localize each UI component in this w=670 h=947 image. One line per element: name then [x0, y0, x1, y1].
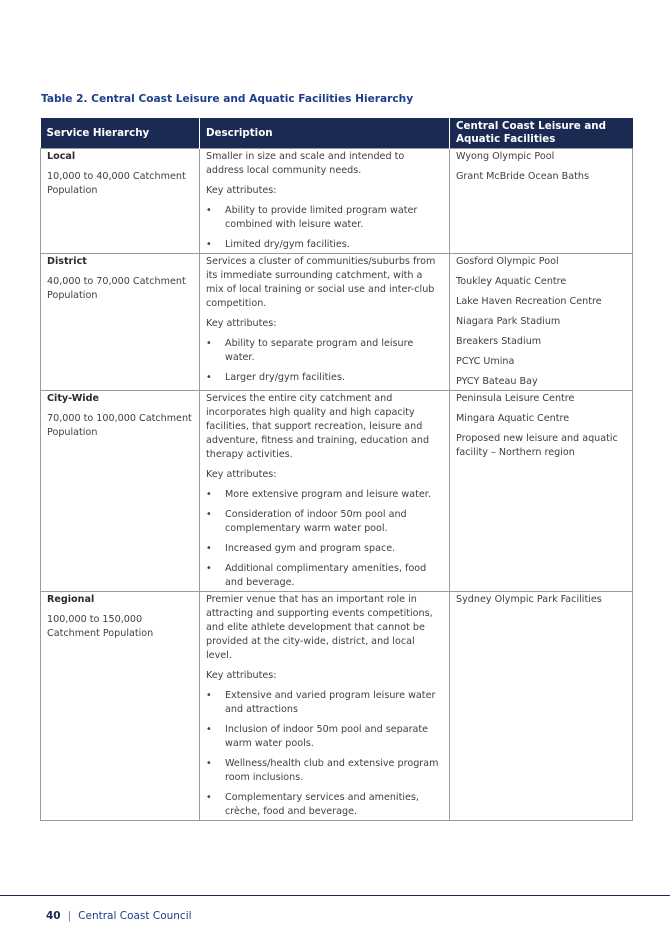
page-number: 40: [46, 910, 61, 922]
level-name: Regional: [47, 594, 95, 605]
hierarchy-cell: [41, 254, 200, 391]
facility-item: Proposed new leisure and aquatic facility – Northern region: [456, 433, 618, 458]
facilities-cell: [450, 254, 633, 391]
footer-divider: [0, 895, 670, 896]
attribute-list: [206, 204, 443, 252]
catchment-population: 70,000 to 100,000 Catchment Population: [47, 413, 192, 438]
facility-item: Gosford Olympic Pool: [456, 256, 559, 267]
hierarchy-table: [40, 118, 633, 821]
description-text: Premier venue that has an important role in attracting and supporting events competitions, and elite athlete development that cannot be provided at the city-wide, district, and local level.: [206, 594, 433, 661]
facilities-cell: [450, 391, 633, 592]
key-attributes-label: Key attributes:: [206, 318, 277, 329]
catchment-population: 100,000 to 150,000 Catchment Population: [47, 614, 154, 639]
hierarchy-cell: [41, 391, 200, 592]
header-description: Description: [200, 118, 450, 149]
hierarchy-cell: [41, 592, 200, 821]
facilities-cell: [450, 592, 633, 821]
facility-item: Sydney Olympic Park Facilities: [456, 594, 602, 605]
attribute-item: • Consideration of indoor 50m pool and complementary warm water pool.: [206, 508, 443, 536]
facility-item: Lake Haven Recreation Centre: [456, 296, 602, 307]
level-name: District: [47, 256, 87, 267]
facility-item: Niagara Park Stadium: [456, 316, 561, 327]
facility-item: Grant McBride Ocean Baths: [456, 171, 589, 182]
attribute-item: • Ability to separate program and leisure water.: [206, 337, 443, 365]
facility-item: PCYC Umina: [456, 356, 515, 367]
level-name: Local: [47, 151, 76, 162]
table-caption: Table 2. Central Coast Leisure and Aquatic Facilities Hierarchy: [41, 93, 414, 105]
description-text: Services the entire city catchment and incorporates high quality and high capacity facilities, that support recreation, leisure and adventure, fitness and training, education and therapy activities.: [206, 393, 430, 460]
attribute-item: • Inclusion of indoor 50m pool and separate warm water pools.: [206, 723, 443, 751]
table-row: [41, 592, 633, 821]
footer-separator: |: [67, 910, 72, 922]
description-cell: [200, 149, 450, 254]
attribute-item: • Ability to provide limited program water combined with leisure water.: [206, 204, 443, 232]
attribute-item: • Larger dry/gym facilities.: [206, 371, 443, 385]
catchment-population: 10,000 to 40,000 Catchment Population: [47, 171, 186, 196]
table-row: [41, 254, 633, 391]
attribute-item: • Complementary services and amenities, crèche, food and beverage.: [206, 791, 443, 819]
facility-item: Breakers Stadium: [456, 336, 542, 347]
key-attributes-label: Key attributes:: [206, 185, 277, 196]
facility-item: PYCY Bateau Bay: [456, 376, 538, 387]
attribute-list: [206, 488, 443, 590]
description-text: Services a cluster of communities/suburbs from its immediate surrounding catchment, with a mix of local training or social use and inter-club competition.: [206, 256, 436, 309]
description-cell: [200, 391, 450, 592]
key-attributes-label: Key attributes:: [206, 670, 277, 681]
table-row: [41, 149, 633, 254]
attribute-list: [206, 689, 443, 819]
facility-item: Peninsula Leisure Centre: [456, 393, 575, 404]
description-text: Smaller in size and scale and intended to address local community needs.: [206, 151, 405, 176]
hierarchy-cell: [41, 149, 200, 254]
attribute-item: • Wellness/health club and extensive program room inclusions.: [206, 757, 443, 785]
description-cell: [200, 592, 450, 821]
organisation-name: Central Coast Council: [78, 910, 192, 922]
table-row: [41, 391, 633, 592]
page-footer: [46, 910, 192, 922]
attribute-item: • More extensive program and leisure water.: [206, 488, 443, 502]
header-service-hierarchy: Service Hierarchy: [41, 118, 200, 149]
table-header-row: [41, 118, 633, 149]
attribute-item: • Limited dry/gym facilities.: [206, 238, 443, 252]
facility-item: Wyong Olympic Pool: [456, 151, 555, 162]
header-facilities: Central Coast Leisure and Aquatic Facilities: [450, 118, 633, 149]
attribute-list: [206, 337, 443, 385]
level-name: City-Wide: [47, 393, 99, 404]
facilities-cell: [450, 149, 633, 254]
catchment-population: 40,000 to 70,000 Catchment Population: [47, 276, 186, 301]
attribute-item: • Increased gym and program space.: [206, 542, 443, 556]
facility-item: Toukley Aquatic Centre: [456, 276, 567, 287]
attribute-item: • Additional complimentary amenities, food and beverage.: [206, 562, 443, 590]
attribute-item: • Extensive and varied program leisure water and attractions: [206, 689, 443, 717]
key-attributes-label: Key attributes:: [206, 469, 277, 480]
description-cell: [200, 254, 450, 391]
facility-item: Mingara Aquatic Centre: [456, 413, 570, 424]
